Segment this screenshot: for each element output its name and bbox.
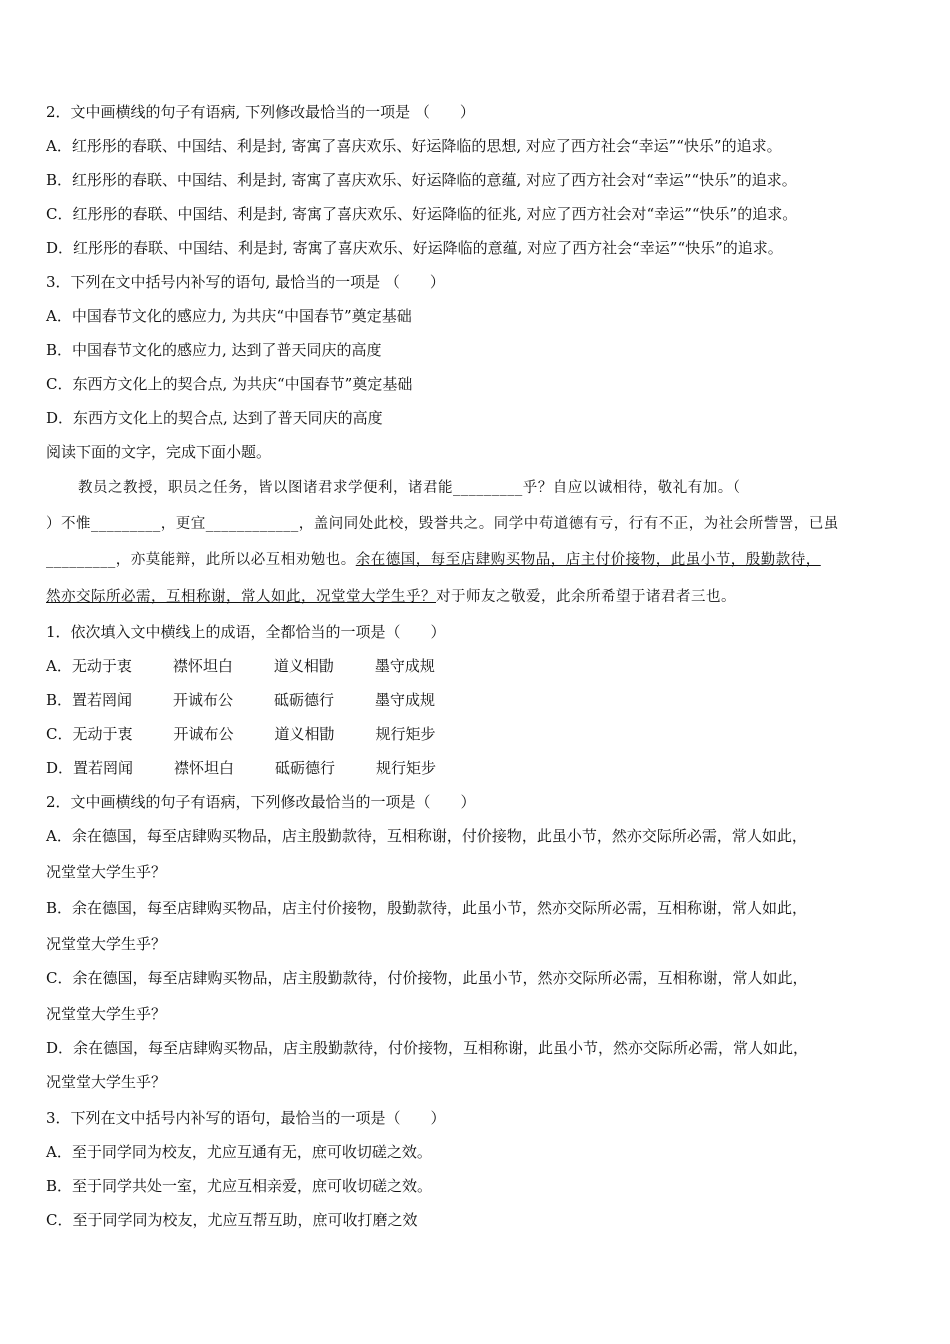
idiom: 道义相勖	[273, 657, 334, 675]
passage-line	[46, 550, 821, 570]
option-c	[46, 724, 436, 744]
idiom: 砥砺德行	[275, 759, 336, 777]
option-letter: C．	[46, 725, 73, 743]
option-c: C．至于同学同为校友，尤应互帮互助，庶可收打磨之效	[46, 1211, 418, 1229]
idiom: 襟怀坦白	[172, 657, 233, 675]
option-b-cont: 况堂堂大学生乎？	[46, 935, 167, 953]
idiom: 无动于衷	[72, 725, 133, 743]
idiom: 置若罔闻	[72, 691, 133, 709]
idiom: 道义相勖	[274, 725, 335, 743]
underlined-sentence: 余在德国，每至店肆购买物品，店主付价接物，此虽小节，殷勤款待，	[355, 552, 821, 568]
passage-line	[46, 587, 736, 607]
option-b: B．中国春节文化的感应力, 达到了普天同庆的高度	[46, 341, 382, 359]
reading-instruction: 阅读下面的文字，完成下面小题。	[46, 443, 272, 461]
passage-line: 教员之教授，职员之任务，皆以图诸君求学便利，诸君能_________乎？自应以诚相待，敬礼有加。（	[78, 480, 741, 496]
question-2-stem: 2．文中画横线的句子有语病，下列修改最恰当的一项是（ ）	[46, 793, 476, 811]
idiom: 开诚布公	[173, 725, 234, 743]
idiom: 无动于衷	[71, 657, 132, 675]
option-letter: A．	[46, 657, 72, 675]
option-a-cont: 况堂堂大学生乎？	[46, 863, 167, 881]
option-c: C．东西方文化上的契合点, 为共庆“中国春节”奠定基础	[46, 375, 413, 393]
option-b: B．至于同学共处一室，尤应互相亲爱，庶可收切磋之效。	[46, 1177, 433, 1195]
idiom: 襟怀坦白	[174, 759, 235, 777]
question-3-stem: 3．下列在文中括号内补写的语句, 最恰当的一项是 （ ）	[46, 273, 445, 291]
option-a: A．中国春节文化的感应力, 为共庆“中国春节”奠定基础	[46, 307, 412, 325]
underlined-sentence: 然亦交际所必需，互相称谢，常人如此，况堂堂大学生乎？	[46, 589, 436, 605]
option-a	[46, 656, 435, 676]
option-a: A．红彤彤的春联、中国结、利是封, 寄寓了喜庆欢乐、好运降临的思想, 对应了西方社会“幸运”“快乐”的追求。	[46, 137, 782, 155]
idiom: 开诚布公	[173, 691, 234, 709]
question-1-stem: 1．依次填入文中横线上的成语，全都恰当的一项是（ ）	[46, 623, 446, 641]
passage-text: 对于师友之敬爱，此余所希望于诸君者三也。	[436, 589, 736, 605]
option-a: A．至于同学同为校友，尤应互通有无，庶可收切磋之效。	[46, 1143, 432, 1161]
option-b: B．余在德国，每至店肆购买物品，店主付价接物，殷勤款待，此虽小节，然亦交际所必需，互相称谢，常人如此，	[46, 899, 808, 917]
option-d: D．红彤彤的春联、中国结、利是封, 寄寓了喜庆欢乐、好运降临的意蕴, 对应了西方社会“幸运”“快乐”的追求。	[46, 239, 783, 257]
idiom: 规行矩步	[376, 759, 437, 777]
option-b	[46, 690, 435, 710]
idiom: 墨守成规	[374, 657, 435, 675]
option-d: D．余在德国，每至店肆购买物品，店主殷勤款待，付价接物，互相称谢，此虽小节，然亦交际所必需，常人如此，	[46, 1039, 809, 1057]
option-b: B．红彤彤的春联、中国结、利是封, 寄寓了喜庆欢乐、好运降临的意蕴, 对应了西方社会对“幸运”“快乐”的追求。	[46, 171, 797, 189]
option-c: C．红彤彤的春联、中国结、利是封, 寄寓了喜庆欢乐、好运降临的征兆, 对应了西方社会对“幸运”“快乐”的追求。	[46, 205, 798, 223]
question-2-stem: 2．文中画横线的句子有语病, 下列修改最恰当的一项是 （ ）	[46, 103, 475, 121]
option-a: A．余在德国，每至店肆购买物品，店主殷勤款待，互相称谢，付价接物，此虽小节，然亦交际所必需，常人如此，	[46, 827, 807, 845]
passage-line: ）不惟_________，更宜____________，盖问同处此校，毁誉共之。同学中苟道德有亏，行有不正，为社会所訾詈，已虽	[46, 516, 839, 532]
question-3-stem: 3．下列在文中括号内补写的语句，最恰当的一项是（ ）	[46, 1109, 446, 1127]
idiom: 置若罔闻	[73, 759, 134, 777]
option-d-cont: 况堂堂大学生乎？	[46, 1073, 167, 1091]
option-d: D．东西方文化上的契合点, 达到了普天同庆的高度	[46, 409, 383, 427]
option-letter: D．	[46, 759, 74, 777]
passage-text: _________，亦莫能辩，此所以必互相劝勉也。	[46, 552, 356, 568]
idiom: 规行矩步	[375, 725, 436, 743]
option-letter: B．	[46, 691, 73, 709]
idiom: 墨守成规	[375, 691, 436, 709]
option-d	[46, 758, 436, 778]
option-c-cont: 况堂堂大学生乎？	[46, 1005, 167, 1023]
option-c: C．余在德国，每至店肆购买物品，店主殷勤款待，付价接物，此虽小节，然亦交际所必需，互相称谢，常人如此，	[46, 969, 808, 987]
idiom: 砥砺德行	[274, 691, 335, 709]
